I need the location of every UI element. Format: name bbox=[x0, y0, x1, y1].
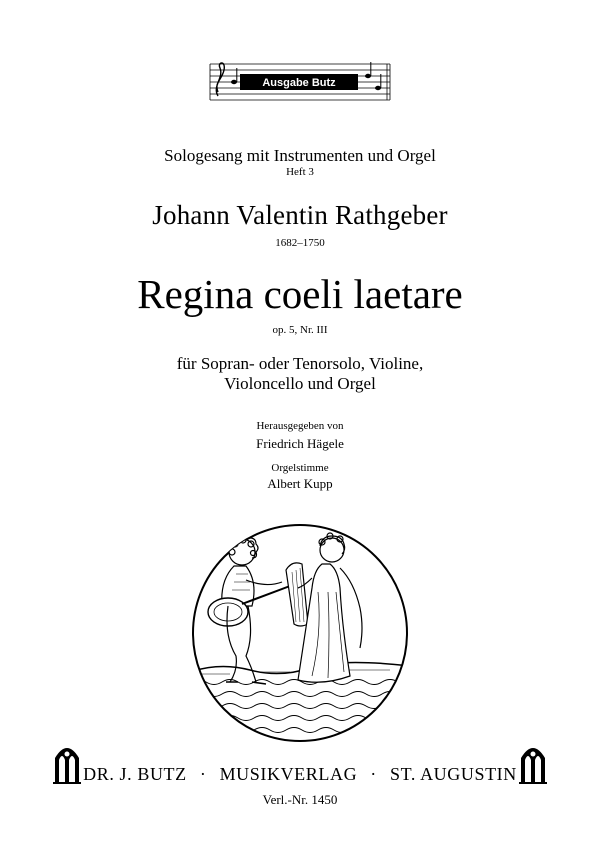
publisher-name: DR. J. BUTZ bbox=[83, 764, 187, 784]
publisher-separator: · bbox=[370, 764, 377, 784]
editor-name: Friedrich Hägele bbox=[256, 436, 344, 451]
composer-name: Johann Valentin Rathgeber bbox=[152, 200, 448, 230]
composer-dates: 1682–1750 bbox=[275, 237, 325, 249]
scoring-line-2: Violoncello und Orgel bbox=[224, 374, 376, 393]
publisher-separator: · bbox=[199, 764, 207, 784]
editor-label: Herausgegeben von bbox=[256, 420, 344, 432]
scoring-line-1: für Sopran- oder Tenorsolo, Violine, bbox=[176, 354, 424, 373]
publisher-logo bbox=[200, 52, 400, 110]
catalog-number: Verl.-Nr. 1450 bbox=[262, 792, 338, 807]
musicians-engraving-icon bbox=[190, 522, 410, 744]
publisher-type: MUSIKVERLAG bbox=[219, 764, 358, 784]
publisher-line bbox=[0, 764, 600, 785]
organ-part-name: Albert Kupp bbox=[267, 476, 333, 491]
organ-part-label: Orgelstimme bbox=[271, 462, 329, 474]
work-title: Regina coeli laetare bbox=[137, 271, 463, 317]
logo-label: Ausgabe Butz bbox=[262, 77, 336, 89]
series-number: Heft 3 bbox=[286, 166, 314, 178]
series-title: Sologesang mit Instrumenten und Orgel bbox=[164, 146, 436, 165]
publisher-city: ST. AUGUSTIN bbox=[390, 764, 517, 784]
opus-number: op. 5, Nr. III bbox=[272, 324, 328, 336]
